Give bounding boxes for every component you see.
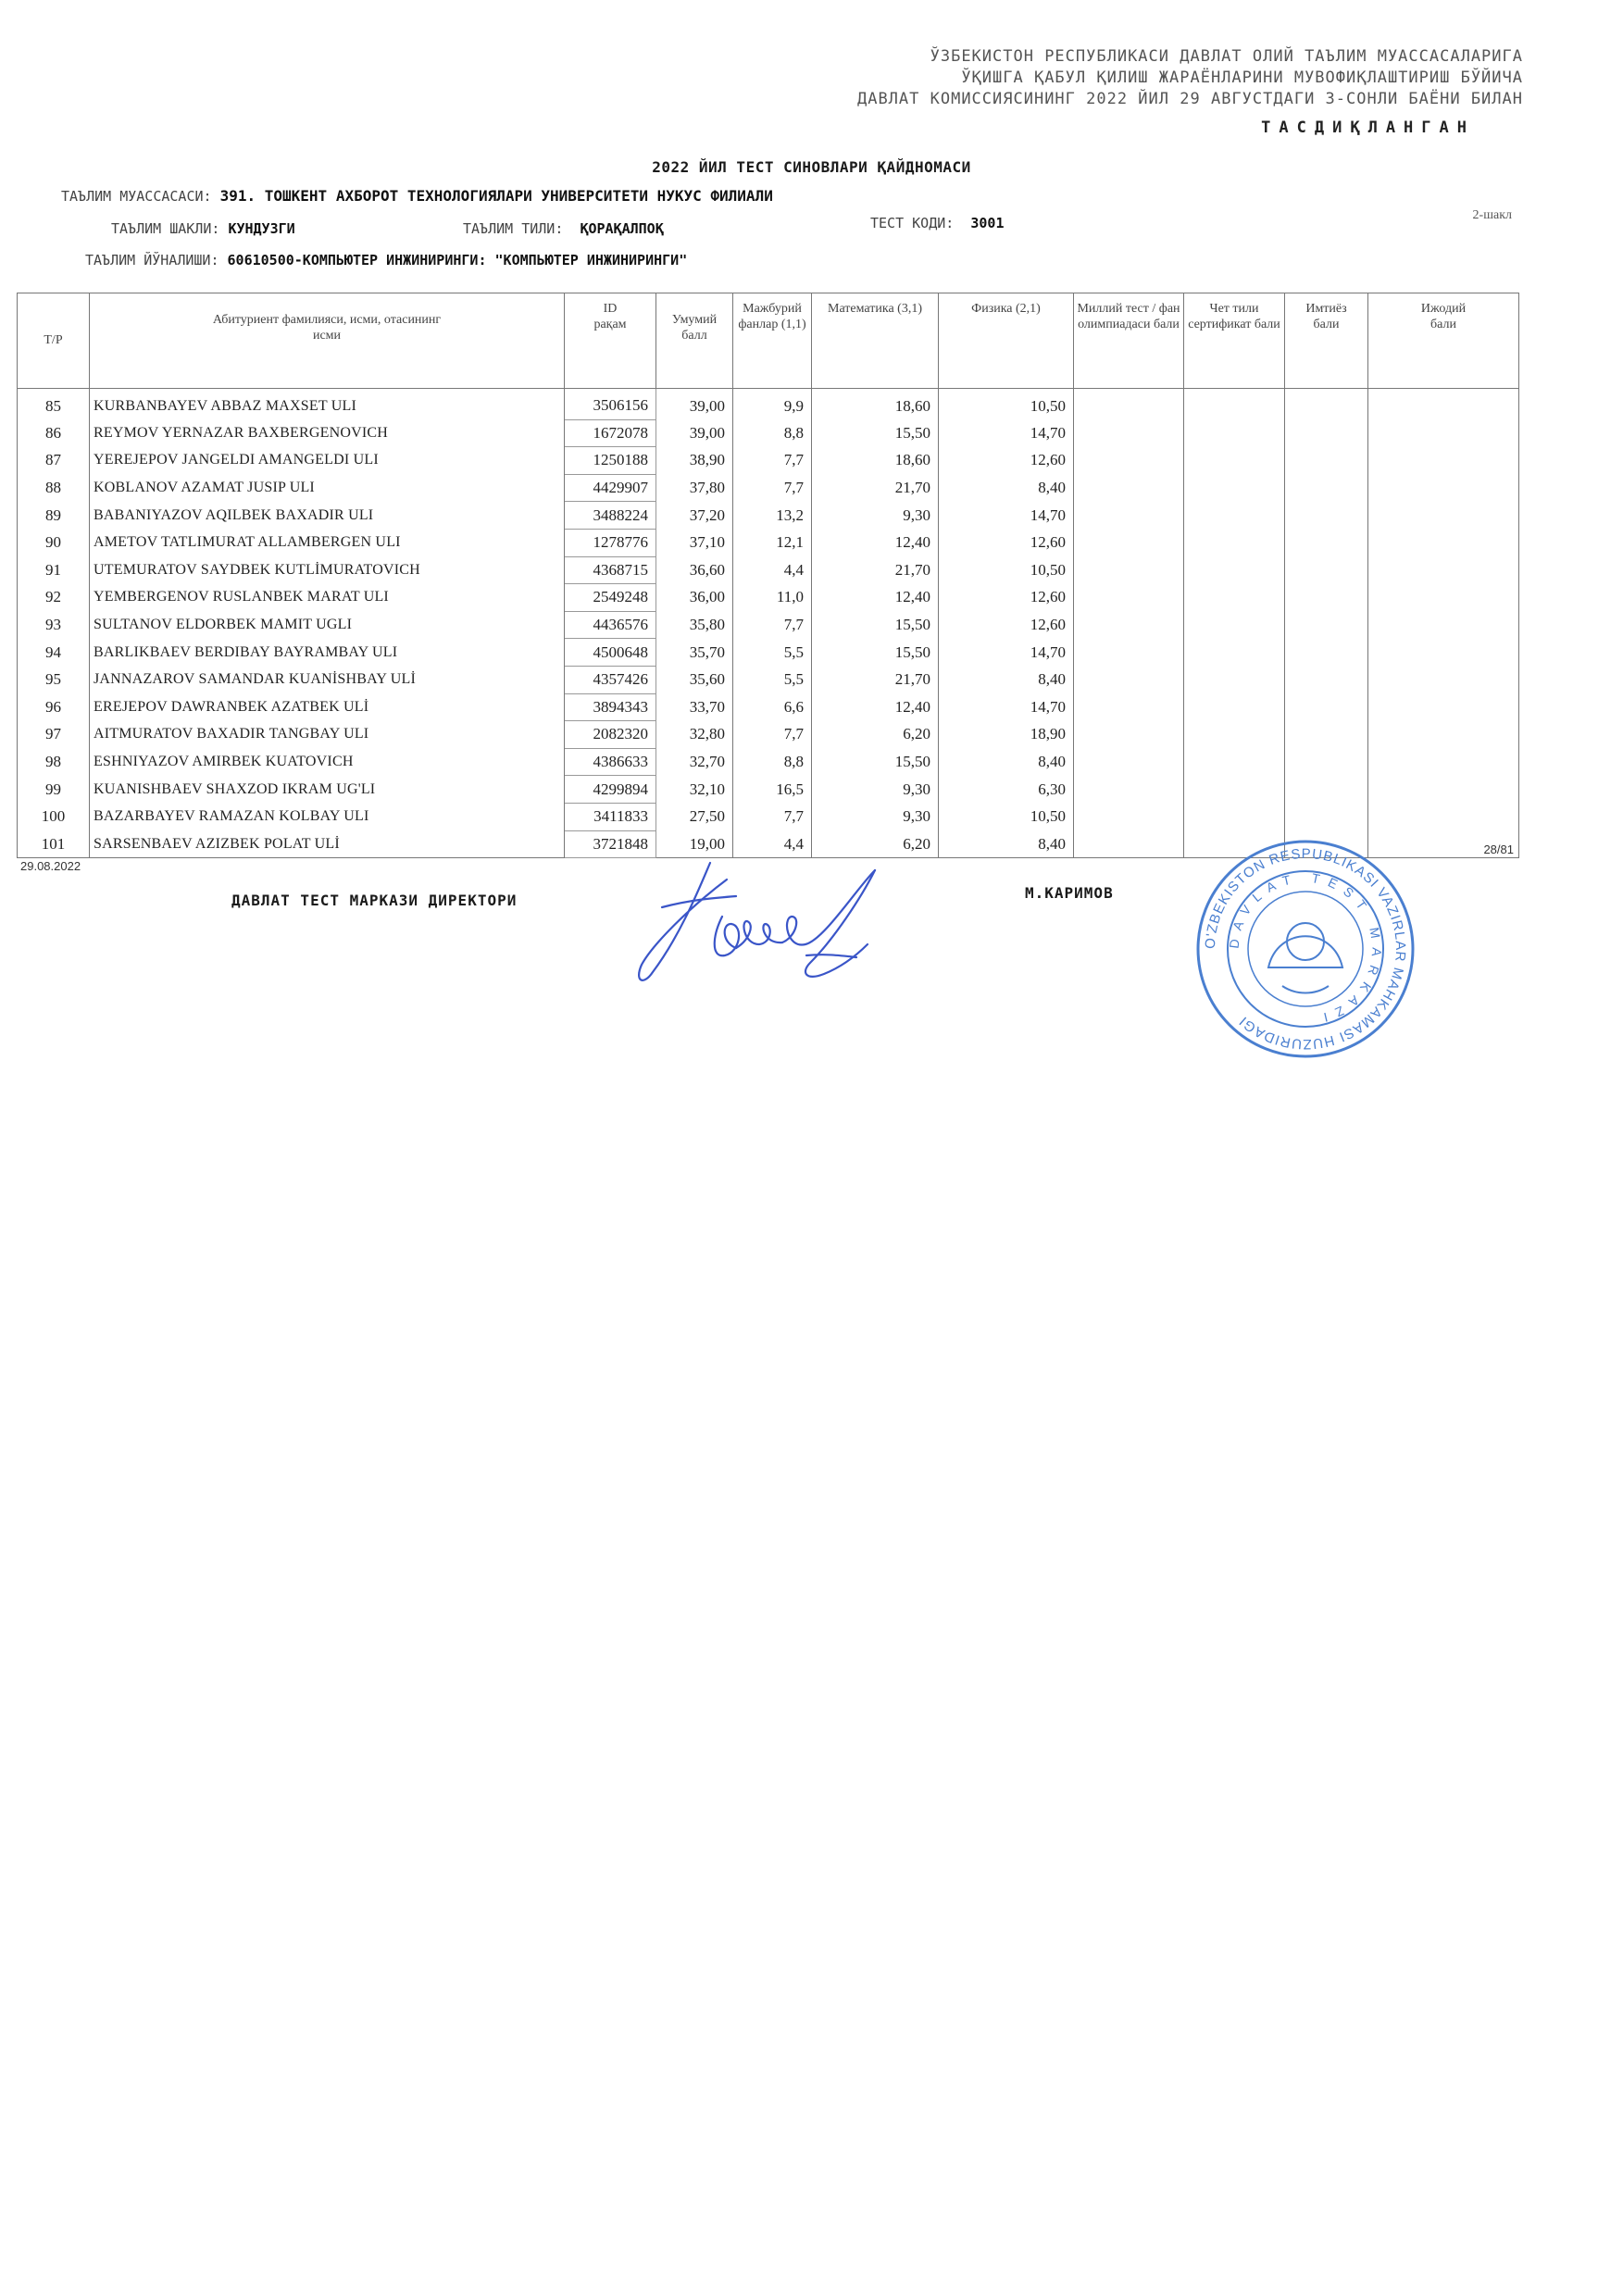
study-form-value: КУНДУЗГИ [228, 220, 295, 237]
row-number: 88 [18, 474, 90, 502]
table-row [18, 721, 1519, 749]
national-test-score [1074, 584, 1184, 612]
physics-score: 12,60 [939, 584, 1074, 612]
physics-score: 10,50 [939, 803, 1074, 830]
creative-score [1368, 447, 1519, 475]
physics-score: 14,70 [939, 419, 1074, 447]
privilege-score [1285, 666, 1368, 693]
row-number: 92 [18, 584, 90, 612]
privilege-score [1285, 776, 1368, 804]
approval-line: ДАВЛАТ КОМИССИЯСИНИНГ 2022 ЙИЛ 29 АВГУСТДАГИ 3-СОНЛИ БАЁНИ БИЛАН [856, 90, 1523, 108]
total-score: 36,60 [656, 556, 733, 584]
applicant-name: UTEMURATOV SAYDBEK KUTLİMURATOVICH [90, 556, 565, 584]
privilege-score [1285, 389, 1368, 420]
math-score: 15,50 [812, 611, 939, 639]
national-test-score [1074, 611, 1184, 639]
row-number: 101 [18, 830, 90, 858]
row-number: 97 [18, 721, 90, 749]
foreign-language-score [1184, 776, 1285, 804]
table-row [18, 666, 1519, 693]
foreign-language-score [1184, 584, 1285, 612]
director-name: М.КАРИМОВ [1025, 884, 1114, 902]
table-row [18, 611, 1519, 639]
mandatory-score: 5,5 [733, 639, 812, 667]
math-score: 9,30 [812, 776, 939, 804]
foreign-language-score [1184, 803, 1285, 830]
applicant-id: 4368715 [565, 556, 656, 584]
document-date: 29.08.2022 [20, 859, 81, 873]
privilege-score [1285, 611, 1368, 639]
column-header: Ижодий бали [1368, 293, 1519, 389]
applicant-name: KUANISHBAEV SHAXZOD IKRAM UG'LI [90, 776, 565, 804]
row-number: 89 [18, 502, 90, 530]
language-value: ҚОРАҚАЛПОҚ [580, 220, 664, 237]
privilege-score [1285, 502, 1368, 530]
column-header: Имтиёз бали [1285, 293, 1368, 389]
math-score: 9,30 [812, 803, 939, 830]
scores-table [17, 293, 1519, 858]
physics-score: 18,90 [939, 721, 1074, 749]
creative-score [1368, 693, 1519, 721]
column-header: ID рақам [565, 293, 656, 389]
applicant-name: BAZARBAYEV RAMAZAN KOLBAY ULI [90, 803, 565, 830]
foreign-language-score [1184, 748, 1285, 776]
mandatory-score: 11,0 [733, 584, 812, 612]
math-score: 21,70 [812, 556, 939, 584]
table-header-row [18, 293, 1519, 389]
privilege-score [1285, 447, 1368, 475]
physics-score: 14,70 [939, 502, 1074, 530]
creative-score [1368, 748, 1519, 776]
column-header: Физика (2,1) [939, 293, 1074, 389]
mandatory-score: 13,2 [733, 502, 812, 530]
privilege-score [1285, 639, 1368, 667]
applicant-id: 1250188 [565, 447, 656, 475]
language-line [463, 220, 664, 237]
page-title: 2022 ЙИЛ ТЕСТ СИНОВЛАРИ ҚАЙДНОМАСИ [652, 158, 971, 176]
total-score: 35,60 [656, 666, 733, 693]
total-score: 32,70 [656, 748, 733, 776]
applicant-id: 4357426 [565, 666, 656, 693]
table-row [18, 639, 1519, 667]
director-signature [625, 852, 903, 1000]
mandatory-score: 16,5 [733, 776, 812, 804]
national-test-score [1074, 474, 1184, 502]
foreign-language-score [1184, 666, 1285, 693]
math-score: 18,60 [812, 389, 939, 420]
table-row [18, 447, 1519, 475]
study-form-label: ТАЪЛИМ ШАКЛИ: [111, 220, 220, 237]
total-score: 38,90 [656, 447, 733, 475]
applicant-name: AMETOV TATLIMURAT ALLAMBERGEN ULI [90, 529, 565, 556]
row-number: 98 [18, 748, 90, 776]
column-header: Миллий тест / фан олимпиадаси бали [1074, 293, 1184, 389]
physics-score: 12,60 [939, 447, 1074, 475]
table-row [18, 693, 1519, 721]
total-score: 32,80 [656, 721, 733, 749]
applicant-id: 1278776 [565, 529, 656, 556]
math-score: 21,70 [812, 474, 939, 502]
national-test-score [1074, 748, 1184, 776]
total-score: 35,70 [656, 639, 733, 667]
table-row [18, 803, 1519, 830]
column-header: Чет тили сертификат бали [1184, 293, 1285, 389]
physics-score: 8,40 [939, 748, 1074, 776]
row-number: 87 [18, 447, 90, 475]
foreign-language-score [1184, 474, 1285, 502]
physics-score: 12,60 [939, 611, 1074, 639]
creative-score [1368, 419, 1519, 447]
study-form-line [111, 220, 295, 237]
seal-inner-text: DAVLAT TEST MARKAZI [1226, 869, 1385, 1028]
mandatory-score: 5,5 [733, 666, 812, 693]
column-header: Абитуриент фамилияси, исми, отасининг исми [90, 293, 565, 389]
direction-line [85, 252, 687, 268]
total-score: 33,70 [656, 693, 733, 721]
national-test-score [1074, 556, 1184, 584]
foreign-language-score [1184, 389, 1285, 420]
approved-stamp-text: ТАСДИҚЛАНГАН [1261, 119, 1475, 137]
applicant-id: 1672078 [565, 419, 656, 447]
creative-score [1368, 529, 1519, 556]
mandatory-score: 8,8 [733, 748, 812, 776]
mandatory-score: 12,1 [733, 529, 812, 556]
row-number: 93 [18, 611, 90, 639]
row-number: 100 [18, 803, 90, 830]
mandatory-score: 9,9 [733, 389, 812, 420]
row-number: 94 [18, 639, 90, 667]
physics-score: 8,40 [939, 830, 1074, 858]
mandatory-score: 7,7 [733, 474, 812, 502]
table-row [18, 389, 1519, 420]
official-seal [1194, 838, 1417, 1060]
national-test-score [1074, 721, 1184, 749]
math-score: 15,50 [812, 639, 939, 667]
foreign-language-score [1184, 721, 1285, 749]
creative-score [1368, 502, 1519, 530]
direction-value: 60610500-КОМПЬЮТЕР ИНЖИНИРИНГИ: "КОМПЬЮТЕР ИНЖИНИРИНГИ" [227, 252, 688, 268]
mandatory-score: 4,4 [733, 830, 812, 858]
total-score: 37,10 [656, 529, 733, 556]
institution-label: ТАЪЛИМ МУАССАСАСИ: [61, 188, 212, 205]
national-test-score [1074, 529, 1184, 556]
column-header: Математика (3,1) [812, 293, 939, 389]
foreign-language-score [1184, 447, 1285, 475]
total-score: 35,80 [656, 611, 733, 639]
privilege-score [1285, 419, 1368, 447]
table-row [18, 748, 1519, 776]
approval-block [690, 46, 1523, 110]
foreign-language-score [1184, 529, 1285, 556]
math-score: 12,40 [812, 693, 939, 721]
creative-score [1368, 556, 1519, 584]
creative-score [1368, 721, 1519, 749]
math-score: 12,40 [812, 584, 939, 612]
national-test-score [1074, 447, 1184, 475]
total-score: 36,00 [656, 584, 733, 612]
column-header: Т/Р [18, 293, 90, 389]
foreign-language-score [1184, 419, 1285, 447]
applicant-name: SULTANOV ELDORBEK MAMIT UGLI [90, 611, 565, 639]
physics-score: 10,50 [939, 556, 1074, 584]
applicant-id: 3894343 [565, 693, 656, 721]
applicant-name: AITMURATOV BAXADIR TANGBAY ULI [90, 721, 565, 749]
national-test-score [1074, 639, 1184, 667]
table-row [18, 529, 1519, 556]
approval-line: ЎЗБЕКИСТОН РЕСПУБЛИКАСИ ДАВЛАТ ОЛИЙ ТАЪЛИМ МУАССАСАЛАРИГА [930, 47, 1523, 66]
institution-value: 391. ТОШКЕНТ АХБОРОТ ТЕХНОЛОГИЯЛАРИ УНИВЕРСИТЕТИ НУКУС ФИЛИАЛИ [219, 187, 773, 205]
privilege-score [1285, 803, 1368, 830]
approval-line: ЎҚИШГА ҚАБУЛ ҚИЛИШ ЖАРАЁНЛАРИНИ МУВОФИҚЛАШТИРИШ БЎЙИЧА [961, 69, 1523, 87]
total-score: 37,20 [656, 502, 733, 530]
foreign-language-score [1184, 502, 1285, 530]
row-number: 96 [18, 693, 90, 721]
math-score: 6,20 [812, 721, 939, 749]
privilege-score [1285, 721, 1368, 749]
total-score: 32,10 [656, 776, 733, 804]
applicant-name: YEREJEPOV JANGELDI AMANGELDI ULI [90, 447, 565, 475]
applicant-name: KURBANBAYEV ABBAZ MAXSET ULI [90, 389, 565, 420]
applicant-name: KOBLANOV AZAMAT JUSIP ULI [90, 474, 565, 502]
privilege-score [1285, 693, 1368, 721]
director-title: ДАВЛАТ ТЕСТ МАРКАЗИ ДИРЕКТОРИ [231, 892, 518, 909]
national-test-score [1074, 389, 1184, 420]
row-number: 99 [18, 776, 90, 804]
privilege-score [1285, 584, 1368, 612]
creative-score [1368, 639, 1519, 667]
mandatory-score: 8,8 [733, 419, 812, 447]
physics-score: 14,70 [939, 639, 1074, 667]
table-row [18, 502, 1519, 530]
physics-score: 12,60 [939, 529, 1074, 556]
total-score: 19,00 [656, 830, 733, 858]
mandatory-score: 7,7 [733, 803, 812, 830]
applicant-id: 2082320 [565, 721, 656, 749]
test-code-line [870, 215, 1005, 231]
physics-score: 8,40 [939, 474, 1074, 502]
math-score: 21,70 [812, 666, 939, 693]
applicant-name: BABANIYAZOV AQILBEK BAXADIR ULI [90, 502, 565, 530]
total-score: 37,80 [656, 474, 733, 502]
math-score: 15,50 [812, 748, 939, 776]
seal-text: O'ZBEKISTON RESPUBLIKASI VAZIRLAR MAHKAMASI HUZURIDAGI [1202, 845, 1409, 1053]
national-test-score [1074, 693, 1184, 721]
national-test-score [1074, 803, 1184, 830]
applicant-name: YEMBERGENOV RUSLANBEK MARAT ULI [90, 584, 565, 612]
privilege-score [1285, 748, 1368, 776]
creative-score [1368, 666, 1519, 693]
privilege-score [1285, 529, 1368, 556]
creative-score [1368, 474, 1519, 502]
row-number: 86 [18, 419, 90, 447]
math-score: 6,20 [812, 830, 939, 858]
column-header: Умумий балл [656, 293, 733, 389]
applicant-id: 3721848 [565, 830, 656, 858]
row-number: 91 [18, 556, 90, 584]
physics-score: 8,40 [939, 666, 1074, 693]
applicant-id: 3506156 [565, 389, 656, 420]
applicant-id: 2549248 [565, 584, 656, 612]
creative-score [1368, 584, 1519, 612]
physics-score: 6,30 [939, 776, 1074, 804]
physics-score: 10,50 [939, 389, 1074, 420]
applicant-id: 4299894 [565, 776, 656, 804]
table-row [18, 584, 1519, 612]
applicant-id: 4500648 [565, 639, 656, 667]
privilege-score [1285, 474, 1368, 502]
applicant-id: 4436576 [565, 611, 656, 639]
creative-score [1368, 389, 1519, 420]
row-number: 95 [18, 666, 90, 693]
total-score: 39,00 [656, 419, 733, 447]
table-body [18, 389, 1519, 858]
national-test-score [1074, 502, 1184, 530]
table-row [18, 776, 1519, 804]
table-row [18, 474, 1519, 502]
physics-score: 14,70 [939, 693, 1074, 721]
foreign-language-score [1184, 556, 1285, 584]
language-label: ТАЪЛИМ ТИЛИ: [463, 220, 564, 237]
applicant-name: JANNAZAROV SAMANDAR KUANİSHBAY ULİ [90, 666, 565, 693]
table-row [18, 419, 1519, 447]
form-number: 2-шакл [1472, 208, 1512, 222]
total-score: 39,00 [656, 389, 733, 420]
applicant-name: REYMOV YERNAZAR BAXBERGENOVICH [90, 419, 565, 447]
direction-label: ТАЪЛИМ ЙЎНАЛИШИ: [85, 252, 219, 268]
applicant-name: SARSENBAEV AZIZBEK POLAT ULİ [90, 830, 565, 858]
row-number: 90 [18, 529, 90, 556]
column-header: Мажбурий фанлар (1,1) [733, 293, 812, 389]
national-test-score [1074, 666, 1184, 693]
mandatory-score: 7,7 [733, 447, 812, 475]
foreign-language-score [1184, 693, 1285, 721]
national-test-score [1074, 776, 1184, 804]
test-code-value: 3001 [970, 215, 1005, 231]
table-row [18, 556, 1519, 584]
mandatory-score: 6,6 [733, 693, 812, 721]
math-score: 15,50 [812, 419, 939, 447]
creative-score [1368, 611, 1519, 639]
math-score: 18,60 [812, 447, 939, 475]
applicant-name: ESHNIYAZOV AMIRBEK KUATOVICH [90, 748, 565, 776]
row-number: 85 [18, 389, 90, 420]
total-score: 27,50 [656, 803, 733, 830]
applicant-id: 3411833 [565, 803, 656, 830]
mandatory-score: 4,4 [733, 556, 812, 584]
institution-line [61, 187, 773, 205]
foreign-language-score [1184, 611, 1285, 639]
mandatory-score: 7,7 [733, 721, 812, 749]
applicant-id: 4429907 [565, 474, 656, 502]
math-score: 12,40 [812, 529, 939, 556]
math-score: 9,30 [812, 502, 939, 530]
test-code-label: ТЕСТ КОДИ: [870, 215, 955, 231]
foreign-language-score [1184, 639, 1285, 667]
applicant-id: 4386633 [565, 748, 656, 776]
page-number: 28/81 [1483, 842, 1514, 856]
creative-score [1368, 803, 1519, 830]
applicant-name: BARLIKBAEV BERDIBAY BAYRAMBAY ULI [90, 639, 565, 667]
mandatory-score: 7,7 [733, 611, 812, 639]
privilege-score [1285, 556, 1368, 584]
applicant-id: 3488224 [565, 502, 656, 530]
creative-score [1368, 776, 1519, 804]
national-test-score [1074, 419, 1184, 447]
applicant-name: EREJEPOV DAWRANBEK AZATBEK ULİ [90, 693, 565, 721]
national-test-score [1074, 830, 1184, 858]
